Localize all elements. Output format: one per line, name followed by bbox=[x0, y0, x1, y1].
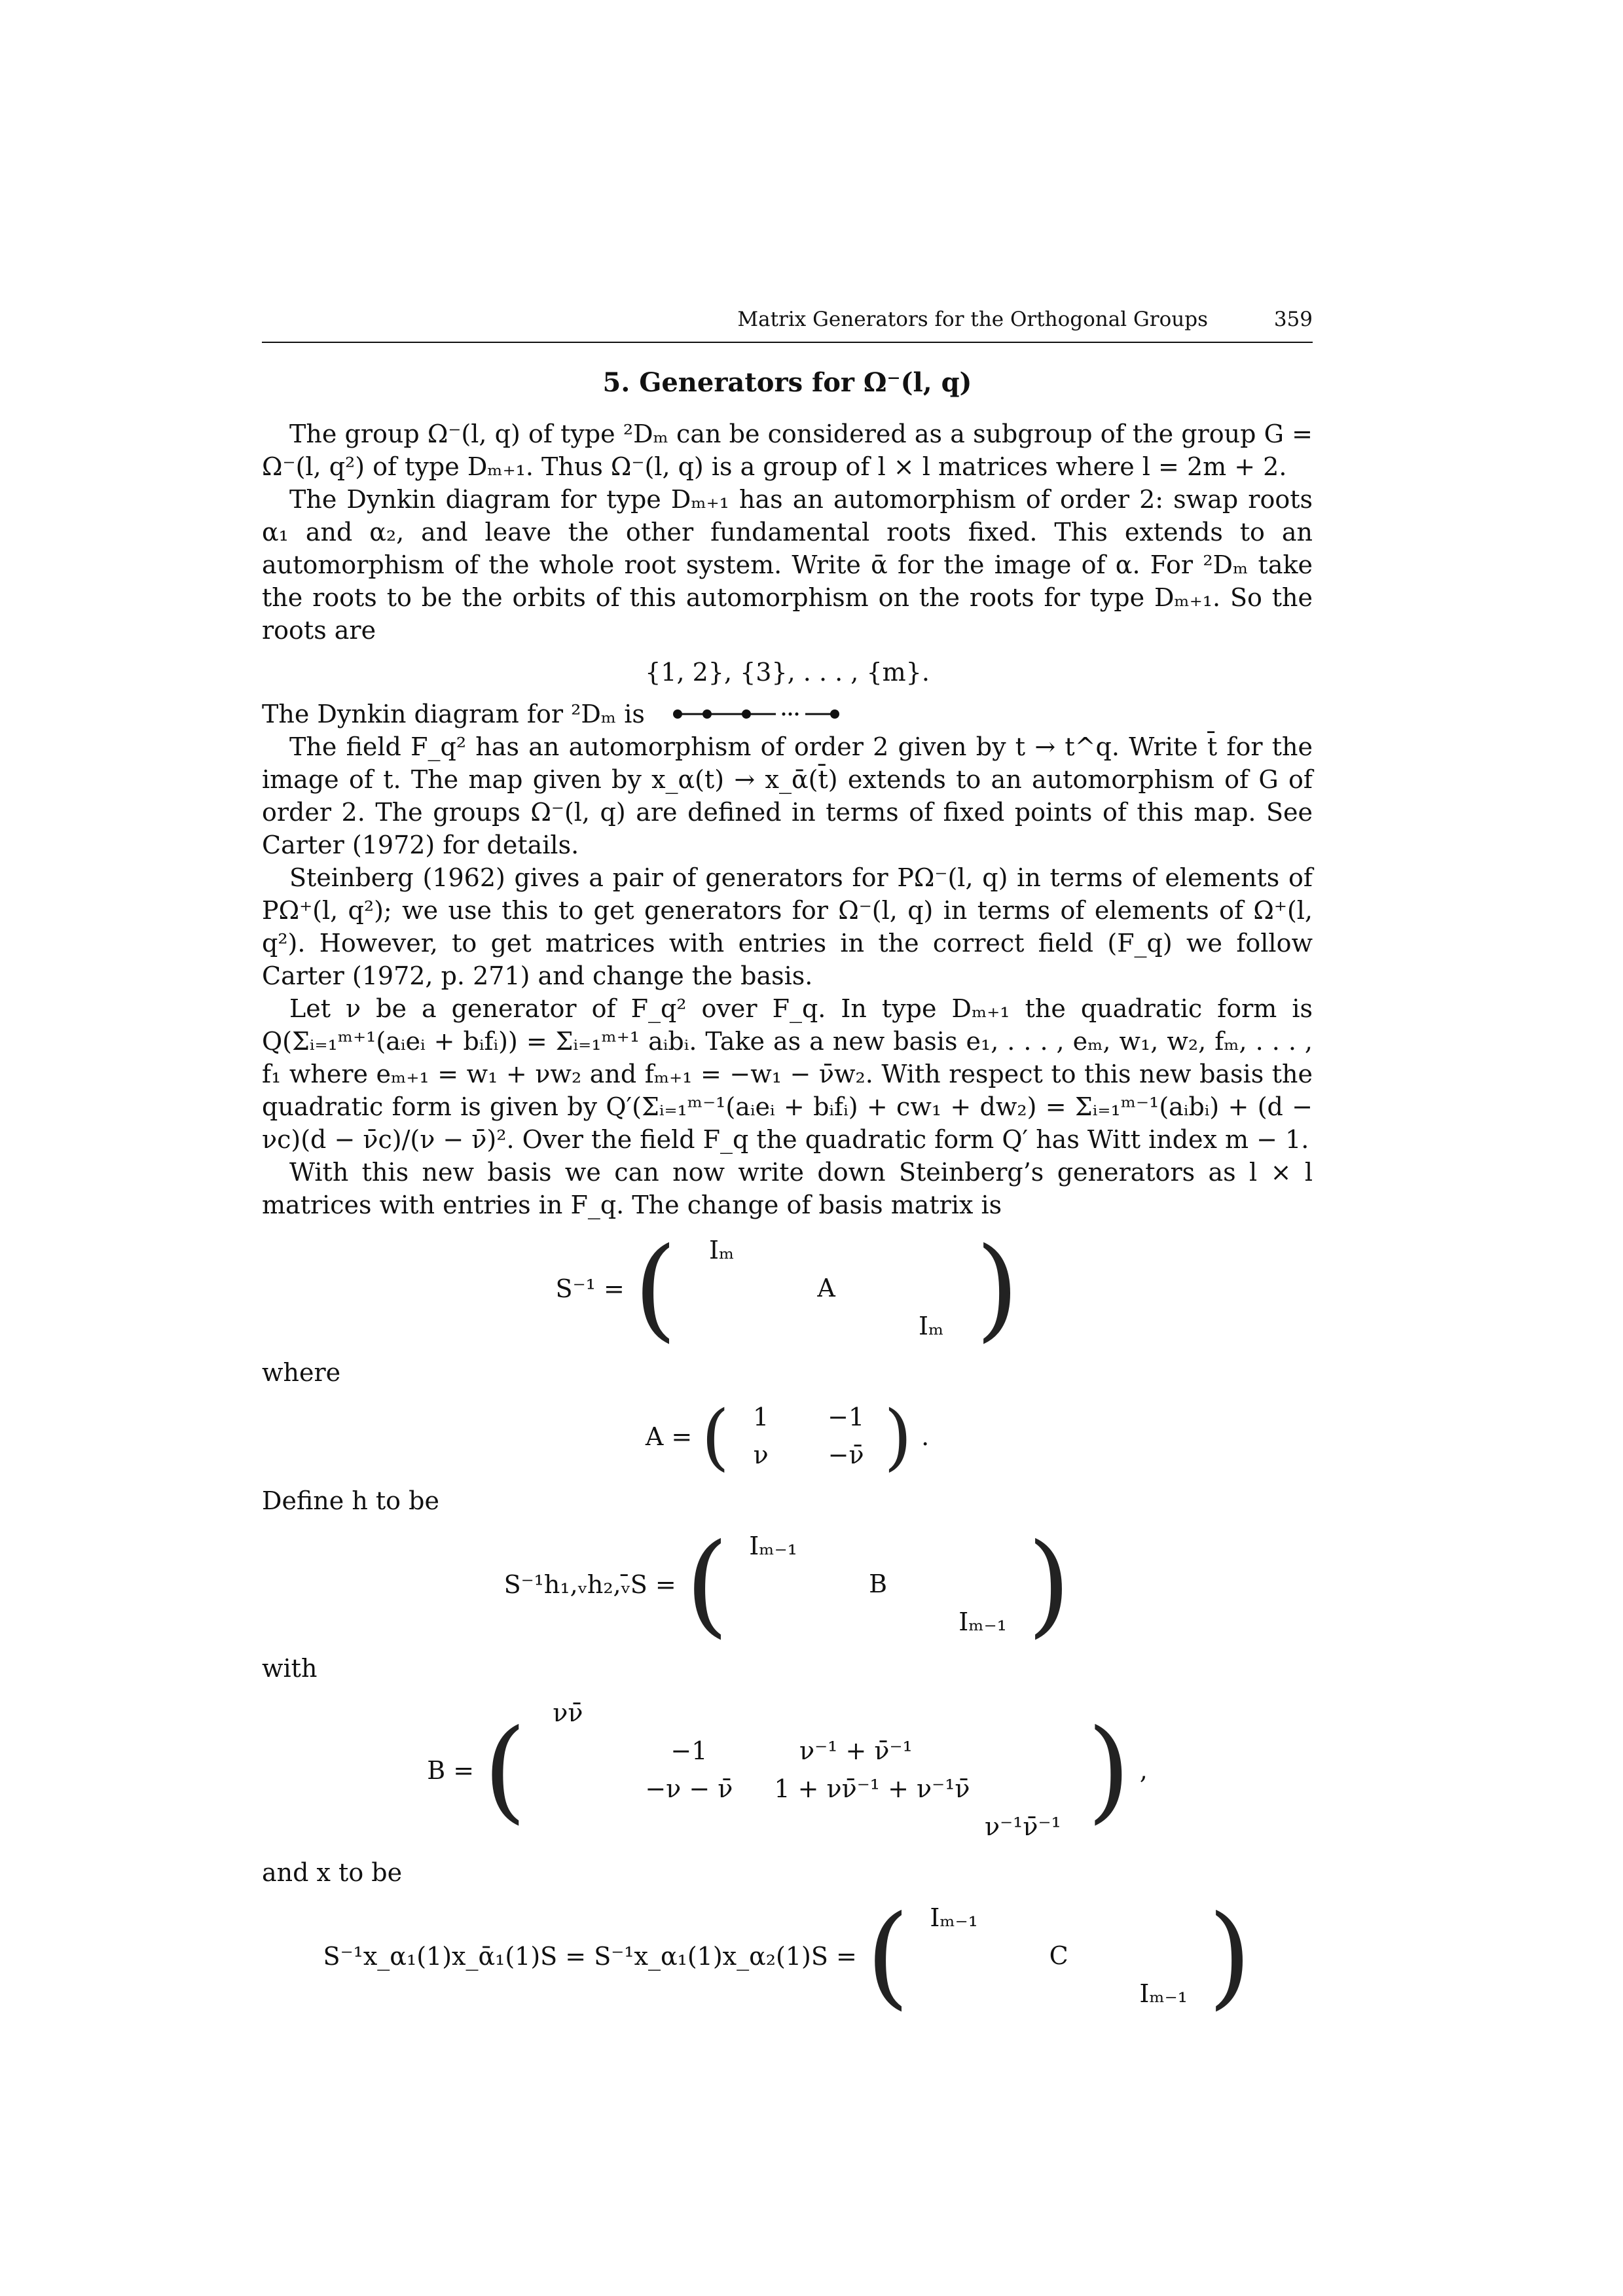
right-paren: ) bbox=[1087, 1706, 1131, 1835]
and-x-label: and x to be bbox=[262, 1858, 403, 1887]
a-equation bbox=[262, 1395, 1313, 1479]
matrix-cell: B bbox=[869, 1570, 888, 1598]
right-paren: ) bbox=[1027, 1520, 1071, 1649]
paragraph-3: The field F_q² has an automorphism of order 2 given by t → t^q. Write t̄ for the image of t. The map given by x_α(t) → x_ᾱ(t̄) extends to an automorphism of G of order 2. The groups Ω⁻(l, q) are defined in terms of fixed points of this map. See Carter (1972) for details. bbox=[262, 732, 1313, 859]
h-equation bbox=[262, 1520, 1313, 1649]
h-lhs: S⁻¹h₁,ᵥh₂,ᵥ̄S = bbox=[503, 1570, 676, 1599]
b-equation bbox=[262, 1696, 1313, 1844]
running-title: Matrix Generators for the Orthogonal Groups bbox=[737, 308, 1208, 331]
a-matrix bbox=[729, 1401, 884, 1473]
matrix-cell bbox=[682, 1272, 761, 1306]
matrix-cell bbox=[892, 1272, 970, 1306]
matrix-cell: ν⁻¹ + ν̄⁻¹ bbox=[799, 1736, 913, 1765]
s-inverse-matrix bbox=[677, 1234, 976, 1344]
roots-display: {1, 2}, {3}, . . . , {m}. bbox=[645, 658, 930, 687]
matrix-cell bbox=[787, 1310, 866, 1344]
matrix-cell: ν⁻¹ν̄⁻¹ bbox=[984, 1812, 1061, 1841]
page-number: 359 bbox=[1273, 308, 1313, 331]
matrix-cell: 1 + νν̄⁻¹ + ν⁻¹ν̄ bbox=[774, 1774, 970, 1803]
matrix-cell: Iₘ₋₁ bbox=[749, 1532, 797, 1560]
matrix-cell bbox=[774, 1810, 938, 1844]
s-inverse-equation bbox=[262, 1224, 1313, 1354]
matrix-cell: C bbox=[1049, 1941, 1068, 1970]
page bbox=[262, 0, 1313, 2296]
matrix-cell bbox=[532, 1772, 604, 1806]
matrix-cell bbox=[915, 1939, 993, 1973]
matrix-cell: −1 bbox=[670, 1736, 708, 1765]
a-tail: . bbox=[921, 1422, 930, 1451]
left-paren: ( bbox=[701, 1395, 730, 1479]
matrix-cell bbox=[630, 1810, 748, 1844]
x-equation bbox=[262, 1892, 1313, 2021]
a-lhs: A = bbox=[645, 1422, 693, 1451]
matrix-cell bbox=[1019, 1901, 1098, 1935]
left-paren: ( bbox=[866, 1892, 910, 2021]
matrix-cell: −1 bbox=[828, 1403, 865, 1431]
matrix-cell bbox=[1124, 1939, 1203, 1973]
matrix-cell: 1 bbox=[753, 1403, 769, 1431]
body-text bbox=[262, 418, 1313, 2024]
paragraph-1: The group Ω⁻(l, q) of type ²Dₘ can be considered as a subgroup of the group G = Ω⁻(l, q²) of type Dₘ₊₁. Thus Ω⁻(l, q) is a group of l × l matrices where l = 2m + 2. bbox=[262, 420, 1313, 481]
left-paren: ( bbox=[685, 1520, 729, 1649]
b-lhs: B = bbox=[427, 1756, 475, 1785]
matrix-cell: Iₘ₋₁ bbox=[930, 1903, 978, 1932]
paragraph-6: With this new basis we can now write down Steinberg’s generators as l × l matrices with entries in F_q. The change of basis matrix is bbox=[262, 1158, 1313, 1219]
paragraph-2: The Dynkin diagram for type Dₘ₊₁ has an automorphism of order 2: swap roots α₁ and α₂, and leave the other fundamental roots fixed. This extends to an automorphism of the whole root system. Write ᾱ for the image of α. For ²Dₘ take the roots to be the orbits of this automorphism on the roots for type Dₘ₊₁. So the roots are bbox=[262, 485, 1313, 645]
matrix-cell bbox=[943, 1568, 1022, 1602]
dynkin-diagram-icon bbox=[671, 704, 841, 724]
matrix-cell bbox=[1019, 1977, 1098, 2011]
matrix-cell: ν bbox=[753, 1441, 769, 1469]
with-label: with bbox=[262, 1654, 318, 1683]
running-header bbox=[262, 308, 1313, 343]
right-paren: ) bbox=[1208, 1892, 1252, 2021]
define-h-label: Define h to be bbox=[262, 1486, 439, 1515]
matrix-cell bbox=[915, 1977, 993, 2011]
matrix-cell: A bbox=[817, 1274, 835, 1302]
paragraph-5: Let ν be a generator of F_q² over F_q. In type Dₘ₊₁ the quadratic form is Q(Σᵢ₌₁ᵐ⁺¹(aᵢeᵢ + bᵢfᵢ)) = Σᵢ₌₁ᵐ⁺¹ aᵢbᵢ. Take as a new basis e₁, . . . , eₘ, w₁, w₂, fₘ, . . . , f₁ where eₘ₊₁ = w₁ + νw₂ and fₘ₊₁ = −w₁ − ν̄w₂. With respect to this new basis the quadratic form is given by Q′(Σᵢ₌₁ᵐ⁻¹(aᵢeᵢ + bᵢfᵢ) + cw₁ + dw₂) = Σᵢ₌₁ᵐ⁻¹(aᵢbᵢ) + (d − νc)(d − ν̄c)/(ν − ν̄)². Over the field F_q the quadratic form Q′ has Witt index m − 1. bbox=[262, 994, 1313, 1154]
matrix-cell bbox=[734, 1568, 812, 1602]
matrix-cell bbox=[630, 1696, 748, 1731]
matrix-cell: Iₘ₋₁ bbox=[1139, 1979, 1188, 2008]
matrix-cell: Iₘ bbox=[708, 1236, 735, 1265]
right-paren: ) bbox=[976, 1224, 1019, 1354]
matrix-cell bbox=[964, 1696, 1082, 1731]
paragraph-4: Steinberg (1962) gives a pair of generators for PΩ⁻(l, q) in terms of elements of PΩ⁺(l, q²); we use this to get generators for Ω⁻(l, q) in terms of elements of Ω⁺(l, q²). However, to get matrices with entries in the correct field (F_q) we follow Carter (1972, p. 271) and change the basis. bbox=[262, 863, 1313, 990]
matrix-cell bbox=[892, 1234, 970, 1268]
matrix-cell: Iₘ₋₁ bbox=[958, 1607, 1007, 1636]
matrix-cell bbox=[839, 1530, 917, 1564]
matrix-cell bbox=[532, 1810, 604, 1844]
matrix-cell bbox=[943, 1530, 1022, 1564]
matrix-cell bbox=[774, 1696, 938, 1731]
matrix-cell bbox=[1124, 1901, 1203, 1935]
where-label: where bbox=[262, 1358, 341, 1387]
matrix-cell bbox=[734, 1605, 812, 1640]
matrix-cell bbox=[787, 1234, 866, 1268]
matrix-cell: νν̄ bbox=[553, 1698, 583, 1727]
dynkin-label: The Dynkin diagram for ²Dₘ is bbox=[262, 700, 645, 728]
left-paren: ( bbox=[483, 1706, 527, 1835]
x-matrix bbox=[909, 1901, 1208, 2011]
matrix-cell: −ν̄ bbox=[828, 1441, 864, 1469]
dynkin-row bbox=[262, 698, 1313, 730]
matrix-cell: Iₘ bbox=[918, 1312, 944, 1340]
matrix-cell bbox=[839, 1605, 917, 1640]
h-matrix bbox=[729, 1530, 1027, 1640]
matrix-cell bbox=[682, 1310, 761, 1344]
left-paren: ( bbox=[633, 1224, 678, 1354]
b-tail: , bbox=[1139, 1756, 1148, 1785]
s-inverse-lhs: S⁻¹ = bbox=[555, 1274, 625, 1303]
section-title: 5. Generators for Ω⁻(l, q) bbox=[602, 367, 972, 398]
x-lhs: S⁻¹x_α₁(1)x_ᾱ₁(1)S = S⁻¹x_α₁(1)x_α₂(1)S = bbox=[323, 1942, 857, 1971]
matrix-cell bbox=[964, 1734, 1082, 1768]
right-paren: ) bbox=[884, 1395, 913, 1479]
b-matrix bbox=[526, 1696, 1087, 1844]
matrix-cell: −ν − ν̄ bbox=[645, 1774, 733, 1803]
matrix-cell bbox=[532, 1734, 604, 1768]
matrix-cell bbox=[964, 1772, 1082, 1806]
